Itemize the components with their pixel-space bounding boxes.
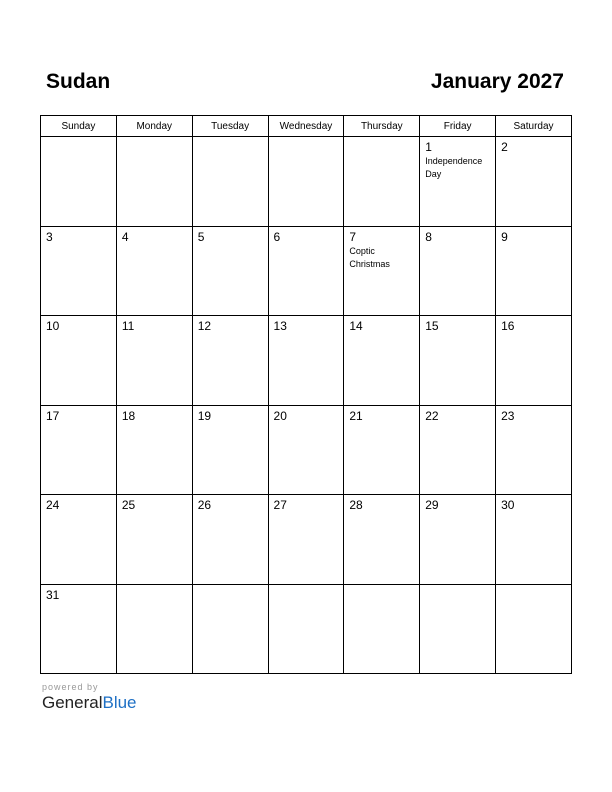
day-cell xyxy=(41,495,117,585)
day-number: 13 xyxy=(273,319,287,333)
powered-by-text: powered by xyxy=(42,682,99,692)
day-cell xyxy=(268,495,344,585)
day-number: 10 xyxy=(46,319,60,333)
weekday-header-row xyxy=(41,116,572,137)
holiday-label: Coptic Christmas xyxy=(349,245,390,269)
day-number: 4 xyxy=(121,229,129,244)
day-number: 6 xyxy=(273,229,281,244)
day-number: 12 xyxy=(197,319,212,333)
day-cell xyxy=(344,316,420,406)
day-cell xyxy=(268,584,344,674)
day-cell xyxy=(344,584,420,674)
week-row xyxy=(41,316,572,406)
day-cell xyxy=(192,137,268,227)
day-cell xyxy=(496,495,572,585)
day-number: 24 xyxy=(46,498,60,512)
day-cell xyxy=(496,226,572,316)
day-cell xyxy=(116,137,192,227)
day-cell xyxy=(420,405,496,495)
day-cell xyxy=(268,405,344,495)
country-title: Sudan xyxy=(46,70,111,93)
day-number: 29 xyxy=(425,498,439,512)
month-year-title: January 2027 xyxy=(430,70,564,93)
day-cell xyxy=(420,495,496,585)
day-cell xyxy=(192,495,268,585)
day-number: 8 xyxy=(425,229,432,244)
week-row xyxy=(41,137,572,227)
day-number: 22 xyxy=(425,408,439,423)
day-number: 14 xyxy=(349,319,363,333)
week-row xyxy=(41,495,572,585)
day-number: 25 xyxy=(121,498,136,512)
day-cell xyxy=(344,495,420,585)
day-cell xyxy=(116,316,192,406)
weekday-saturday: Saturday xyxy=(496,116,572,137)
day-cell xyxy=(496,584,572,674)
weekday-wednesday: Wednesday xyxy=(268,116,344,137)
holiday-label: Independence Day xyxy=(425,156,483,179)
day-cell xyxy=(116,226,192,316)
day-number: 5 xyxy=(197,229,205,244)
day-number: 28 xyxy=(349,498,363,512)
day-cell xyxy=(420,316,496,406)
day-cell xyxy=(344,226,420,316)
day-number: 30 xyxy=(501,498,515,512)
day-number: 2 xyxy=(501,140,508,154)
day-cell xyxy=(192,405,268,495)
weekday-sunday: Sunday xyxy=(41,116,117,137)
week-row xyxy=(41,584,572,674)
day-number: 23 xyxy=(501,408,515,423)
day-number: 18 xyxy=(121,408,136,423)
day-cell xyxy=(41,137,117,227)
day-number: 27 xyxy=(273,498,287,512)
day-number: 16 xyxy=(501,319,515,333)
weekday-friday: Friday xyxy=(420,116,496,137)
day-cell xyxy=(268,316,344,406)
day-cell xyxy=(192,584,268,674)
day-number: 31 xyxy=(46,587,60,602)
week-row xyxy=(41,226,572,316)
day-cell xyxy=(268,137,344,227)
calendar-header xyxy=(40,70,572,98)
day-cell xyxy=(41,405,117,495)
generalblue-logo[interactable] xyxy=(42,693,137,713)
day-cell xyxy=(496,137,572,227)
day-number: 17 xyxy=(46,408,60,423)
day-cell xyxy=(116,584,192,674)
footer-branding xyxy=(42,682,137,713)
day-cell xyxy=(344,137,420,227)
day-number: 11 xyxy=(121,319,135,333)
weekday-thursday: Thursday xyxy=(344,116,420,137)
day-cell xyxy=(268,226,344,316)
day-cell xyxy=(192,226,268,316)
day-number: 20 xyxy=(273,408,287,423)
day-number: 19 xyxy=(197,408,212,423)
day-number: 3 xyxy=(46,229,53,244)
day-cell xyxy=(41,316,117,406)
day-cell xyxy=(420,226,496,316)
day-number: 21 xyxy=(349,408,363,423)
calendar-grid xyxy=(40,115,572,674)
day-number: 15 xyxy=(425,319,439,333)
day-cell xyxy=(420,137,496,227)
day-cell xyxy=(420,584,496,674)
weekday-tuesday: Tuesday xyxy=(192,116,268,137)
day-cell xyxy=(192,316,268,406)
day-cell xyxy=(41,226,117,316)
brand-blue: Blue xyxy=(102,693,137,712)
day-number: 1 xyxy=(425,140,432,154)
day-cell xyxy=(496,316,572,406)
day-cell xyxy=(496,405,572,495)
day-number: 7 xyxy=(349,229,357,244)
brand-general: General xyxy=(42,693,103,712)
day-number: 26 xyxy=(197,498,212,512)
day-number: 9 xyxy=(501,229,508,244)
day-cell xyxy=(344,405,420,495)
day-cell xyxy=(41,584,117,674)
week-row xyxy=(41,405,572,495)
day-cell xyxy=(116,405,192,495)
weekday-monday: Monday xyxy=(116,116,192,137)
day-cell xyxy=(116,495,192,585)
